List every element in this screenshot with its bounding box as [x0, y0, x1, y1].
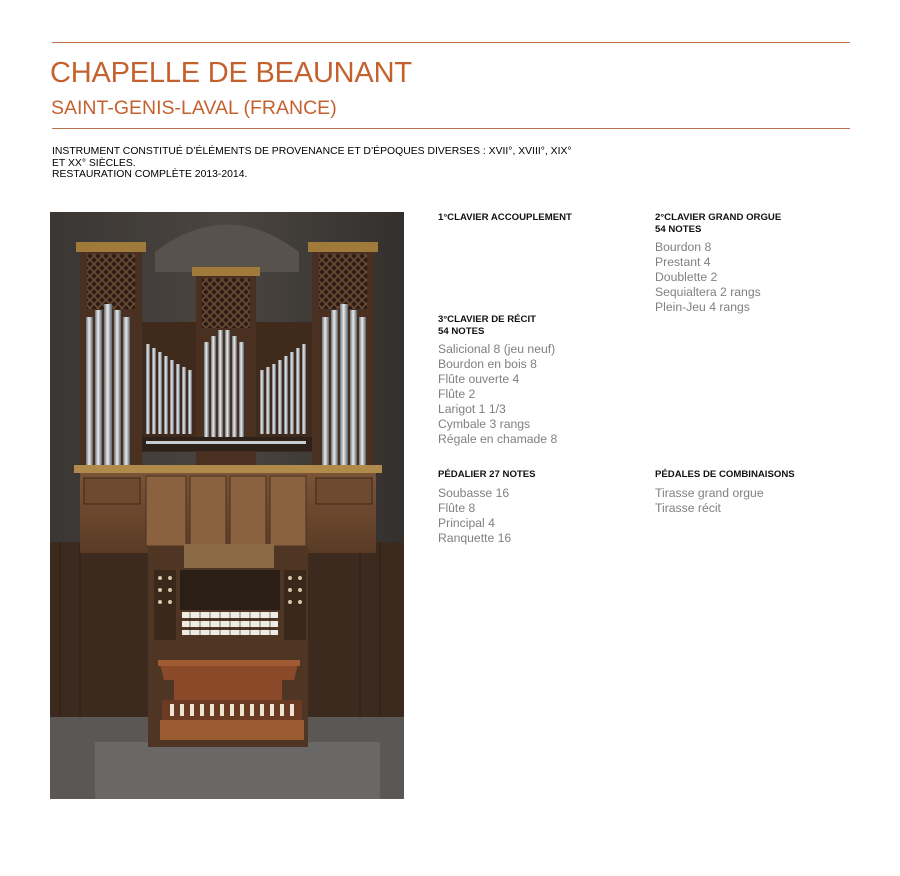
stop-list: [438, 342, 557, 447]
organ-photo: [50, 212, 404, 799]
division-title: PÉDALIER 27 NOTES: [438, 469, 536, 480]
division-title: 2°CLAVIER GRAND ORGUE: [655, 212, 782, 223]
stop-item: Doublette 2: [655, 270, 718, 284]
division-title: 3°CLAVIER DE RÉCIT: [438, 314, 537, 325]
intro-line: RESTAURATION COMPLÈTE 2013-2014.: [52, 169, 248, 181]
top-rule: [52, 42, 850, 43]
intro-line: INSTRUMENT CONSTITUÉ D’ÉLÉMENTS DE PROVENANCE ET D’ÉPOQUES DIVERSES : XVII°, XVIII°, XIX°: [52, 146, 572, 157]
division-clavier2: [655, 212, 781, 315]
division-title: 1°CLAVIER ACCOUPLEMENT: [438, 212, 572, 223]
page-title: CHAPELLE DE BEAUNANT: [50, 57, 412, 89]
stop-item: Tirasse grand orgue: [655, 485, 764, 500]
stop-item: Prestant 4: [655, 255, 711, 269]
division-title: PÉDALES DE COMBINAISONS: [655, 469, 795, 480]
stop-item: Flûte 8: [438, 500, 476, 515]
division-subtitle: 54 NOTES: [438, 325, 485, 337]
stop-list: [655, 486, 795, 516]
stop-item: Tirasse récit: [655, 500, 721, 515]
stop-item: Principal 4: [438, 515, 495, 530]
header-rule: [52, 128, 850, 129]
page-subtitle: SAINT-GENIS-LAVAL (FRANCE): [51, 97, 337, 119]
stop-item: Flûte ouverte 4: [438, 372, 520, 386]
division-pedalier: [438, 469, 536, 546]
stop-item: Plein-Jeu 4 rangs: [655, 300, 750, 314]
division-combinaisons: [655, 469, 795, 516]
stop-item: Soubasse 16: [438, 485, 510, 500]
division-clavier3: [438, 314, 557, 447]
stop-item: Flûte 2: [438, 387, 476, 401]
division-subtitle: 54 NOTES: [655, 223, 702, 235]
stop-item: Cymbale 3 rangs: [438, 417, 531, 431]
stop-list: [438, 486, 536, 546]
stop-item: Ranquette 16: [438, 530, 512, 545]
stop-item: Salicional 8 (jeu neuf): [438, 342, 556, 356]
stop-item: Larigot 1 1/3: [438, 402, 506, 416]
stop-list: [655, 240, 781, 315]
stop-item: Régale en chamade 8: [438, 432, 558, 446]
stop-item: Bourdon en bois 8: [438, 357, 537, 371]
intro-line: ET XX° SIÈCLES.: [52, 157, 136, 169]
intro-text: [52, 146, 652, 181]
stop-item: Sequialtera 2 rangs: [655, 285, 761, 299]
stop-item: Bourdon 8: [655, 240, 712, 254]
division-clavier1: [438, 212, 572, 224]
